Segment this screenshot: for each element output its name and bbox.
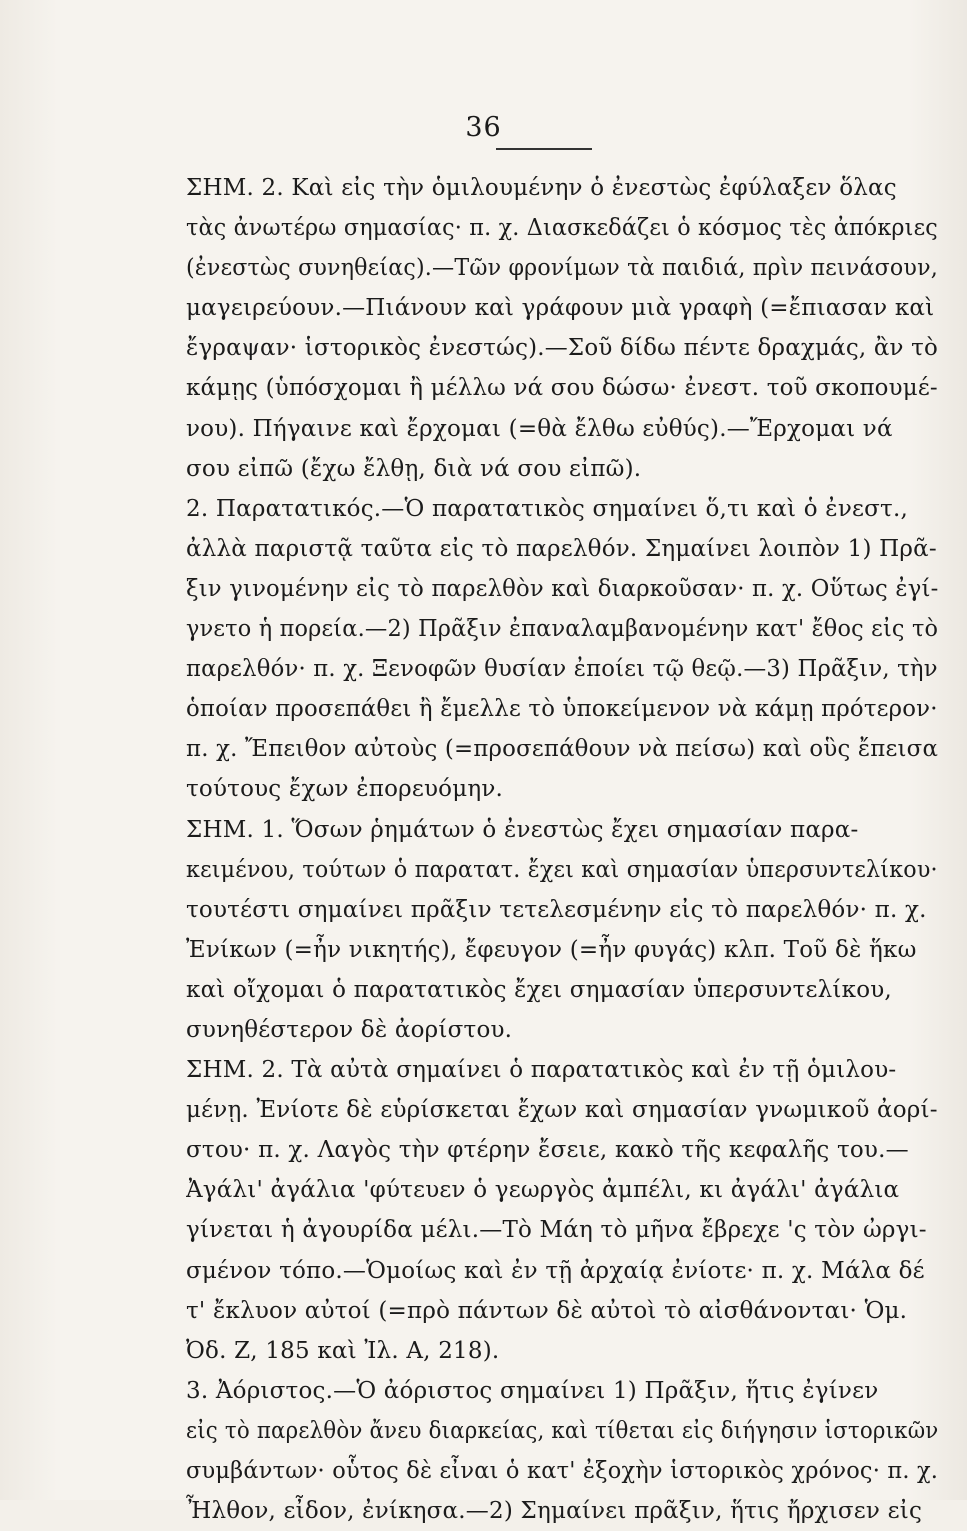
- text-line: 3. Ἀόριστος.—Ὁ ἀόριστος σημαίνει 1) Πρᾶξιν, ἥτις ἐγίνεν: [186, 1377, 879, 1404]
- text-line: σμένον τόπο.—Ὁμοίως καὶ ἐν τῇ ἀρχαίᾳ ἐνίοτε· π. χ. Μάλα δέ: [186, 1257, 925, 1284]
- text-line: τὰς ἀνωτέρω σημασίας· π. χ. Διασκεδάζει ὁ κόσμος τὲς ἀπόκριες: [186, 215, 938, 242]
- text-line: ὁποίαν προσεπάθει ἢ ἔμελλε τὸ ὑποκείμενον νὰ κάμῃ πρότερον·: [186, 696, 938, 723]
- text-line: συμβάντων· οὗτος δὲ εἶναι ὁ κατ' ἐξοχὴν ἱστορικὸς χρόνος· π. χ.: [186, 1458, 938, 1484]
- text-line: ἀλλὰ παριστᾷ ταῦτα εἰς τὸ παρελθόν. Σημαίνει λοιπὸν 1) Πρᾶ-: [186, 535, 937, 562]
- text-line: (ἐνεστὼς συνηθείας).—Τῶν φρονίμων τὰ παιδιά, πρὶν πεινάσουν,: [186, 255, 938, 282]
- text-line: συνηθέστερον δὲ ἀορίστου.: [186, 1016, 513, 1043]
- text-line: π. χ. Ἔπειθον αὐτοὺς (=προσεπάθουν νὰ πείσω) καὶ οὓς ἔπεισα: [186, 736, 939, 763]
- text-line: γνετο ἡ πορεία.—2) Πρᾶξιν ἐπαναλαμβανομένην κατ' ἔθος εἰς τὸ: [186, 616, 938, 643]
- text-line: ΣΗΜ. 2. Τὰ αὐτὰ σημαίνει ὁ παρατατικὸς καὶ ἐν τῇ ὁμιλου-: [186, 1057, 897, 1084]
- text-line: Ἐνίκων (=ἦν νικητής), ἔφευγον (=ἦν φυγάς) κλπ. Τοῦ δὲ ἥκω: [186, 936, 917, 963]
- page-number: 36: [465, 112, 502, 143]
- text-line: μένῃ. Ἐνίοτε δὲ εὑρίσκεται ἔχων καὶ σημασίαν γνωμικοῦ ἀορί-: [186, 1097, 938, 1124]
- text-line: ξιν γινομένην εἰς τὸ παρελθὸν καὶ διαρκοῦσαν· π. χ. Οὕτως ἐγί-: [186, 575, 939, 602]
- text-line: ἔγραψαν· ἱστορικὸς ἐνεστώς).—Σοῦ δίδω πέντε δραχμάς, ἂν τὸ: [186, 335, 938, 362]
- text-line: 2. Παρατατικός.—Ὁ παρατατικὸς σημαίνει ὅ,τι καὶ ὁ ἐνεστ.,: [186, 495, 908, 522]
- text-line: Ἀγάλι' ἀγάλια 'φύτευεν ὁ γεωργὸς ἀμπέλι, κι ἀγάλι' ἀγάλια: [186, 1177, 900, 1204]
- text-line: παρελθόν· π. χ. Ξενοφῶν θυσίαν ἐποίει τῷ θεῷ.—3) Πρᾶξιν, τὴν: [186, 656, 938, 683]
- text-line: μαγειρεύουν.—Πιάνουν καὶ γράφουν μιὰ γραφὴ (=ἔπιασαν καὶ: [186, 295, 935, 322]
- text-line: τουτέστι σημαίνει πρᾶξιν τετελεσμένην εἰς τὸ παρελθόν· π. χ.: [186, 896, 927, 923]
- text-line: κάμῃς (ὑπόσχομαι ἢ μέλλω νά σου δώσω· ἐνεστ. τοῦ σκοπουμέ-: [186, 375, 938, 402]
- text-line: ΣΗΜ. 2. Καὶ εἰς τὴν ὁμιλουμένην ὁ ἐνεστὼς ἐφύλαξεν ὅλας: [186, 175, 897, 201]
- text-line: στου· π. χ. Λαγὸς τὴν φτέρην ἔσειε, κακὸ τῆς κεφαλῆς του.—: [186, 1137, 909, 1164]
- text-line: ΣΗΜ. 1. Ὅσων ῥημάτων ὁ ἐνεστὼς ἔχει σημασίαν παρα-: [186, 816, 859, 843]
- header-rule: [496, 148, 592, 150]
- text-line: εἰς τὸ παρελθὸν ἄνευ διαρκείας, καὶ τίθεται εἰς διήγησιν ἱστορικῶν: [186, 1417, 939, 1444]
- text-line: καὶ οἴχομαι ὁ παρατατικὸς ἔχει σημασίαν ὑπερσυντελίκου,: [186, 976, 892, 1003]
- body-text: [186, 168, 938, 1531]
- text-line: σου εἰπῶ (ἔχω ἔλθῃ, διὰ νά σου εἰπῶ).: [186, 455, 642, 482]
- text-line: γίνεται ἡ ἀγουρίδα μέλι.—Τὸ Μάη τὸ μῆνα ἔβρεχε 'ς τὸν ὠργι-: [186, 1217, 927, 1244]
- text-line: τούτους ἔχων ἐπορευόμην.: [186, 776, 504, 803]
- text-line: κειμένου, τούτων ὁ παρατατ. ἔχει καὶ σημασίαν ὑπερσυντελίκου·: [186, 856, 938, 883]
- text-line: Ἦλθον, εἶδον, ἐνίκησα.—2) Σημαίνει πρᾶξιν, ἥτις ἤρχισεν εἰς: [186, 1498, 923, 1525]
- text-line: τ' ἔκλυον αὐτοί (=πρὸ πάντων δὲ αὐτοὶ τὸ αἰσθάνονται· Ὁμ.: [186, 1297, 908, 1324]
- text-line: Ὀδ. Ζ, 185 καὶ Ἰλ. Α, 218).: [186, 1337, 500, 1364]
- text-line: νου). Πήγαινε καὶ ἔρχομαι (=θὰ ἔλθω εὐθύς).—Ἔρχομαι νά: [186, 415, 893, 442]
